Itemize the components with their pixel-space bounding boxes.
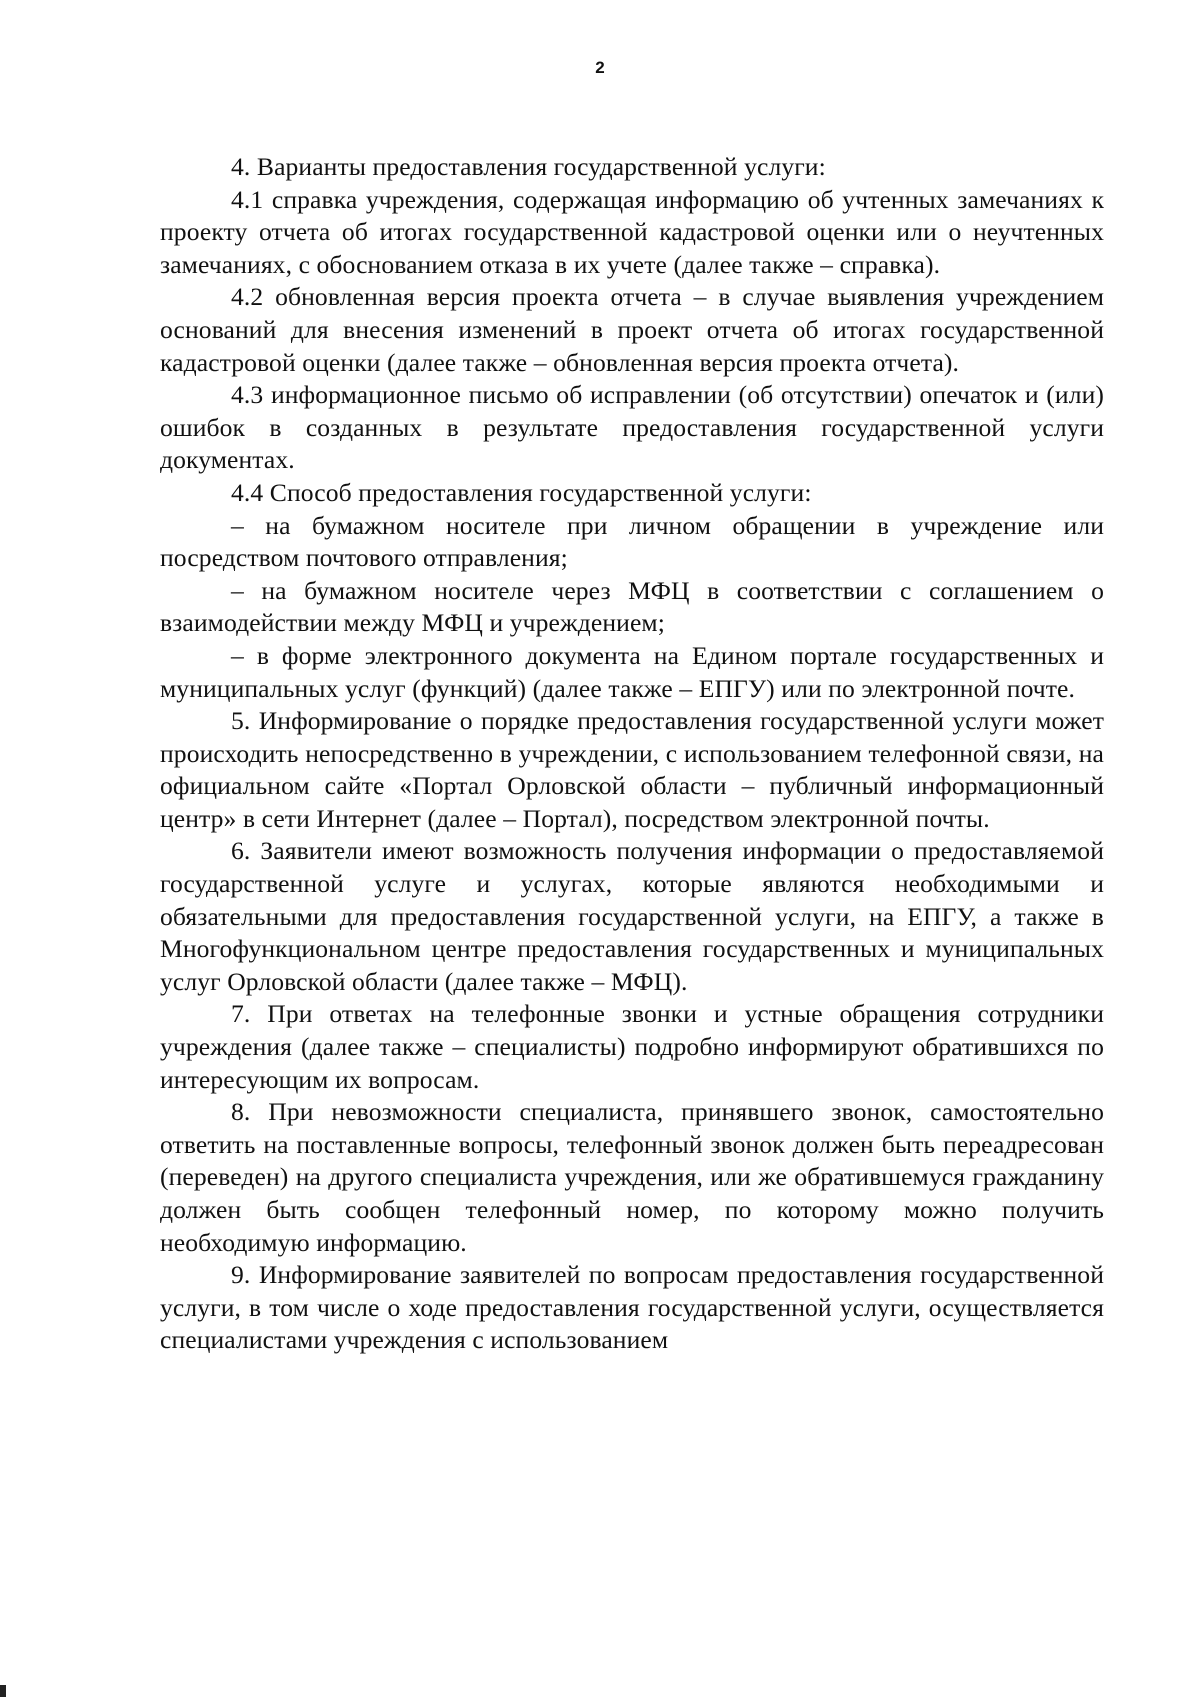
paragraph-4-4: 4.4 Способ предоставления государственной услуги:: [231, 477, 812, 507]
paragraph-7: 7. При ответах на телефонные звонки и устные обращения сотрудники учреждения (далее также – специалисты) подробно информируют обратившихся по интересующим их вопросам.: [160, 999, 1104, 1094]
paragraph-8: 8. При невозможности специалиста, принявшего звонок, самостоятельно ответить на поставленные вопросы, телефонный звонок должен быть переадресован (переведен) на другого специалиста учреждения, или же обратившемуся гражданину должен быть сообщен телефонный номер, по которому можно получить необходимую информацию.: [160, 1097, 1104, 1257]
paragraph-4: 4. Варианты предоставления государственной услуги:: [231, 152, 826, 181]
list-item-paper-in-person: – на бумажном носителе при личном обращении в учреждение или посредством почтового отправления;: [160, 510, 1104, 573]
list-item-paper-mfc: – на бумажном носителе через МФЦ в соответствии с соглашением о взаимодействии между МФЦ и учреждением;: [160, 575, 1104, 638]
paragraph-5: 5. Информирование о порядке предоставления государственной услуги может происходить непосредственно в учреждении, с использованием телефонной связи, на официальном сайте «Портал Орловской области – публичный информационный центр» в сети Интернет (далее – Портал), посредством электронной почты.: [160, 706, 1104, 833]
paragraph-6: 6. Заявители имеют возможность получения информации о предоставляемой государственной услуге и услугах, которые являются необходимыми и обязательными для предоставления государственной услуги, на ЕПГУ, а также в Многофункциональном центре предоставления государственных и муниципальных услуг Орловской области (далее также – МФЦ).: [160, 836, 1104, 996]
paragraph-4-3: 4.3 информационное письмо об исправлении (об отсутствии) опечаток и (или) ошибок в созданных в результате предоставления государственной услуги документах.: [160, 380, 1104, 475]
paragraph-4-1: 4.1 справка учреждения, содержащая информацию об учтенных замечаниях к проекту отчета об итогах государственной кадастровой оценки или о неучтенных замечаниях, с обоснованием отказа в их учете (далее также – справка).: [160, 184, 1104, 279]
page-number: 2: [595, 58, 605, 77]
scan-edge-mark: [0, 1685, 6, 1697]
document-body: [160, 151, 1104, 1357]
list-item-electronic: – в форме электронного документа на Едином портале государственных и муниципальных услуг (функций) (далее также – ЕПГУ) или по электронной почте.: [160, 640, 1104, 703]
paragraph-9: 9. Информирование заявителей по вопросам предоставления государственной услуги, в том числе о ходе предоставления государственной услуги, осуществляется специалистами учреждения с использованием: [160, 1260, 1104, 1355]
paragraph-4-2: 4.2 обновленная версия проекта отчета – в случае выявления учреждением оснований для внесения изменений в проект отчета об итогах государственной кадастровой оценки (далее также – обновленная версия проекта отчета).: [160, 282, 1104, 377]
